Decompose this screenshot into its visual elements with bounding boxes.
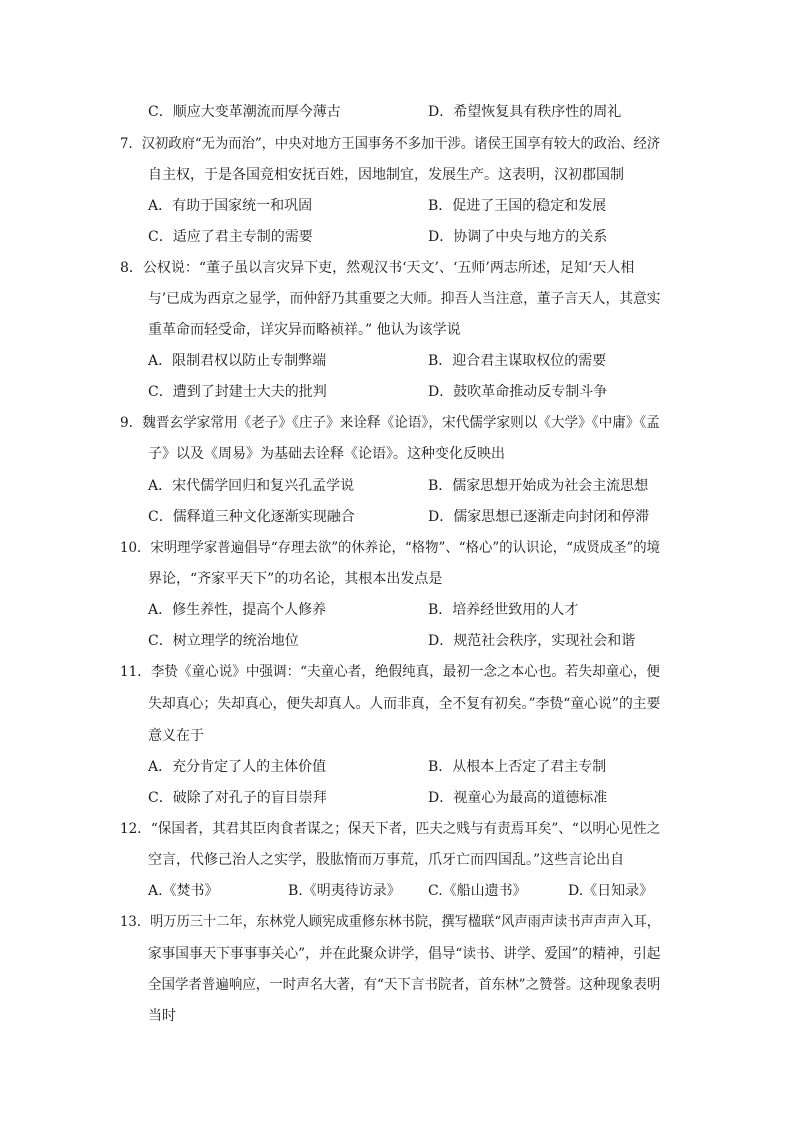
q12-option-d[interactable]: D.《日知录》 [568, 883, 654, 899]
q9-option-b[interactable]: B．儒家思想开始成为社会主流思想 [428, 478, 649, 494]
q11-option-a[interactable]: A．充分肯定了人的主体价值 [148, 759, 327, 775]
q8-option-b[interactable]: B．迎合君主谋取权位的需要 [428, 353, 607, 369]
q8-option-c[interactable]: C．遭到了封建士大夫的批判 [148, 384, 327, 400]
q9-option-c[interactable]: C．儒释道三种文化逐渐实现融合 [148, 509, 355, 525]
q11-option-c[interactable]: C．破除了对孔子的盲目崇拜 [148, 790, 327, 806]
q11-stem-line2: 失却真心；失却真心，便失却真人。人而非真，全不复有初矣。”李贽“童心说”的主要 [148, 696, 661, 712]
q11-option-b[interactable]: B．从根本上否定了君主专制 [428, 759, 607, 775]
q7-option-d[interactable]: D．协调了中央与地方的关系 [428, 229, 608, 245]
q10-option-b[interactable]: B．培养经世致用的人才 [428, 602, 579, 618]
q12-option-a[interactable]: A.《焚书》 [148, 883, 219, 899]
q9-stem-line1: 9．魏晋玄学家常用《老子》《庄子》来诠释《论语》，宋代儒学家则以《大学》《中庸》《孟 [120, 415, 660, 431]
q8-option-d[interactable]: D．鼓吹革命推动反专制斗争 [428, 384, 608, 400]
q7-option-b[interactable]: B．促进了王国的稳定和发展 [428, 198, 607, 214]
q8-stem-line3: 重革命而轻受命，详灾异而略祯祥。” 他认为该学说 [148, 322, 461, 338]
q11-option-d[interactable]: D．视童心为最高的道德标准 [428, 790, 608, 806]
q7-stem-line2: 自主权，于是各国竞相安抚百姓，因地制宜，发展生产。这表明，汉初郡国制 [148, 167, 624, 183]
q9-option-d[interactable]: D．儒家思想已逐渐走向封闭和停滞 [428, 509, 650, 525]
q7-stem-line1: 7．汉初政府“无为而治”，中央对地方王国事务不多加干涉。诸侯王国享有较大的政治、经济 [120, 136, 661, 152]
q8-option-a[interactable]: A．限制君权以防止专制弊端 [148, 353, 327, 369]
q12-stem-line2: 空言，代修己治人之实学，股肱惰而万事荒，爪牙亡而四国乱。”这些言论出自 [148, 852, 625, 868]
q7-option-a[interactable]: A．有助于国家统一和巩固 [148, 198, 313, 214]
q9-option-a[interactable]: A．宋代儒学回归和复兴孔孟学说 [148, 478, 355, 494]
q13-stem-line2: 家事国事天下事事事关心”，并在此聚众讲学，倡导“读书、讲学、爱国”的精神，引起 [148, 946, 661, 962]
q8-stem-line1: 8．公权说：“董子虽以言灾异下吏，然观汉书‘天文’、‘五师’两志所述，足知‘天人相 [120, 260, 635, 276]
q6-option-c[interactable]: C．顺应大变革潮流而厚今薄古 [148, 104, 341, 120]
q7-option-c[interactable]: C．适应了君主专制的需要 [148, 229, 313, 245]
q13-stem-line1: 13．明万历三十二年，东林党人顾宪成重修东林书院，撰写楹联“风声雨声读书声声声入耳， [120, 914, 660, 930]
q10-stem-line2: 界论，“齐家平天下”的功名论，其根本出发点是 [148, 571, 443, 587]
q13-stem-line4: 当时 [148, 1008, 176, 1024]
q12-option-b[interactable]: B.《明夷待访录》 [288, 883, 401, 899]
q9-stem-line2: 子》以及《周易》为基础去诠释《论语》。这种变化反映出 [148, 446, 505, 462]
q11-stem-line1: 11．李贽《童心说》中强调：“夫童心者，绝假纯真，最初一念之本心也。若失却童心，便 [120, 664, 660, 680]
q8-stem-line2: 与’已成为西京之显学，而仲舒乃其重要之大师。抑吾人当注意，董子言天人，其意实 [148, 291, 661, 307]
q12-stem-line1: 12．“保国者，其君其臣肉食者谋之；保天下者，匹夫之贱与有责焉耳矣”、“以明心见性之 [120, 821, 661, 837]
q6-option-d[interactable]: D．希望恢复具有秩序性的周礼 [428, 104, 622, 120]
q10-stem-line1: 10．宋明理学家普遍倡导“存理去欲”的休养论，“格物”、“格心”的认识论，“成贤成圣”的境 [120, 540, 661, 556]
q11-stem-line3: 意义在于 [148, 728, 204, 744]
q13-stem-line3: 全国学者普遍响应，一时声名大著，有“天下言书院者，首东林”之赞誉。这种现象表明 [148, 977, 661, 993]
q10-option-c[interactable]: C．树立理学的统治地位 [148, 633, 299, 649]
q10-option-a[interactable]: A．修生养性，提高个人修养 [148, 602, 327, 618]
q12-option-c[interactable]: C.《船山遗书》 [428, 883, 527, 899]
q10-option-d[interactable]: D．规范社会秩序，实现社会和谐 [428, 633, 636, 649]
